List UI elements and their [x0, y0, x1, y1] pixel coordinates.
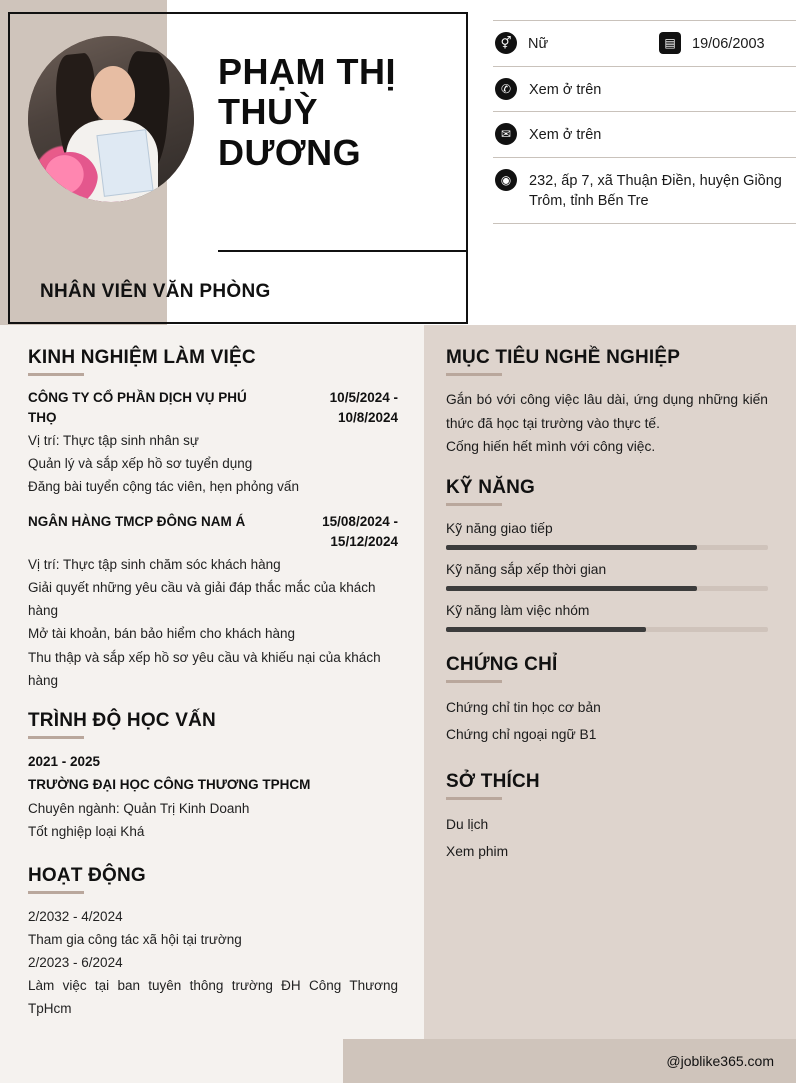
experience-line: Vị trí: Thực tập sinh nhân sự	[28, 432, 199, 448]
experience-line: Giải quyết những yêu cầu và giải đáp thắc mắc của khách hàng	[28, 579, 376, 619]
section-title-hobbies: SỞ THÍCH	[446, 771, 540, 793]
contact-panel	[493, 20, 796, 224]
left-column	[0, 325, 424, 1083]
resume-body	[0, 325, 796, 1083]
contact-row-gender-birthday	[493, 21, 796, 66]
contact-email-value: Xem ở trên	[529, 127, 602, 144]
experience-org: NGÂN HÀNG TMCP ĐÔNG NAM Á	[28, 514, 246, 530]
section-title-objective: MỤC TIÊU NGHỀ NGHIỆP	[446, 347, 681, 368]
name-divider	[218, 250, 468, 252]
certificate-item: Chứng chỉ ngoại ngữ B1	[446, 727, 597, 743]
skill-label: Kỹ năng làm việc nhóm	[446, 603, 590, 619]
email-icon: ✉	[495, 123, 517, 145]
skill-bar-fill	[446, 545, 697, 550]
section-title-education: TRÌNH ĐỘ HỌC VẤN	[28, 709, 216, 731]
skill-label: Kỹ năng sắp xếp thời gian	[446, 562, 607, 578]
contact-address-value: 232, ấp 7, xã Thuận Điền, huyện Giồng Trôm, tỉnh Bến Tre	[529, 172, 782, 210]
experience-org: CÔNG TY CỔ PHẦN DỊCH VỤ PHÚ THỌ	[28, 390, 247, 426]
section-title-activities: HOẠT ĐỘNG	[28, 865, 146, 887]
contact-row-email	[493, 112, 796, 157]
job-title: NHÂN VIÊN VĂN PHÒNG	[40, 281, 271, 302]
skill-bar	[446, 627, 768, 632]
phone-icon: ✆	[495, 78, 517, 100]
experience-header	[28, 388, 398, 429]
objective-line: Cống hiến hết mình với công việc.	[446, 439, 656, 455]
calendar-icon: ▤	[659, 32, 681, 54]
contact-birthday	[659, 32, 765, 55]
photo-flower	[42, 152, 98, 202]
right-column	[424, 325, 796, 1083]
activity-date: 2/2032 - 4/2024	[28, 909, 123, 925]
section-underline	[446, 797, 502, 800]
skill-bar	[446, 545, 768, 550]
experience-date-dash: -	[393, 390, 398, 405]
contact-gender-value: Nữ	[528, 36, 549, 52]
skill-bar-fill	[446, 586, 697, 591]
watermark-text: @joblike365.com	[666, 1053, 774, 1069]
skill-item	[446, 600, 768, 632]
hobby-item: Xem phim	[446, 844, 509, 860]
section-underline	[28, 891, 84, 894]
avatar-photo	[28, 36, 194, 202]
contact-row-phone	[493, 67, 796, 112]
skill-item	[446, 518, 768, 550]
activity-item	[28, 906, 398, 952]
section-title-certificates: CHỨNG CHỈ	[446, 654, 558, 676]
skill-bar-fill	[446, 627, 646, 632]
education-years: 2021 - 2025	[28, 753, 101, 769]
section-title-skills: KỸ NĂNG	[446, 477, 536, 499]
education-item	[28, 751, 398, 843]
gender-icon: ⚥	[495, 32, 517, 54]
photo-face	[91, 66, 135, 122]
skill-item	[446, 559, 768, 591]
activity-item	[28, 952, 398, 1021]
page-title: PHẠM THỊ THUỲ DƯƠNG	[218, 51, 396, 173]
experience-date-from: 10/5/2024	[329, 390, 390, 405]
experience-line: Đăng bài tuyển cộng tác viên, hẹn phỏng vấn	[28, 478, 299, 494]
experience-date-from: 15/08/2024	[322, 514, 390, 530]
footer-watermark-bar	[343, 1039, 796, 1083]
experience-date-to: 10/8/2024	[337, 410, 398, 426]
experience-item	[28, 512, 398, 692]
section-underline	[446, 503, 502, 506]
education-result: Tốt nghiệp loại Khá	[28, 824, 145, 840]
experience-line: Quản lý và sắp xếp hồ sơ tuyển dụng	[28, 455, 253, 471]
section-underline	[28, 373, 84, 376]
activity-text: Tham gia công tác xã hội tại trường	[28, 932, 242, 948]
resume-header	[0, 0, 796, 325]
section-title-experience: KINH NGHIỆM LÀM VIỆC	[28, 347, 256, 368]
location-icon: ◉	[495, 169, 517, 191]
education-major: Chuyên ngành: Quản Trị Kinh Doanh	[28, 800, 250, 816]
skill-bar	[446, 586, 768, 591]
education-school: TRƯỜNG ĐẠI HỌC CÔNG THƯƠNG TPHCM	[28, 776, 311, 792]
contact-row-address	[493, 158, 796, 223]
avatar	[28, 36, 194, 202]
objective-line: Gắn bó với công việc lâu dài, ứng dụng những kiến thức đã học tại trường vào thực tế.	[446, 392, 768, 431]
experience-item	[28, 388, 398, 498]
activity-text: Làm việc tại ban tuyên thông trường ĐH Công Thương TpHcm	[28, 978, 398, 1017]
contact-divider	[493, 223, 796, 224]
experience-date	[282, 512, 398, 553]
photo-document	[96, 129, 153, 197]
experience-line: Mở tài khoản, bán bảo hiểm cho khách hàng	[28, 626, 296, 642]
experience-date-dash: -	[393, 514, 398, 530]
skill-label: Kỹ năng giao tiếp	[446, 521, 553, 537]
section-underline	[446, 373, 502, 376]
activity-date: 2/2023 - 6/2024	[28, 955, 123, 971]
contact-phone-value: Xem ở trên	[529, 81, 602, 98]
certificate-item: Chứng chỉ tin học cơ bản	[446, 700, 601, 716]
section-underline	[446, 680, 502, 683]
experience-date-to: 15/12/2024	[330, 534, 398, 550]
contact-gender	[495, 32, 647, 55]
experience-date	[282, 388, 398, 429]
section-underline	[28, 736, 84, 739]
experience-header	[28, 512, 398, 553]
experience-line: Vị trí: Thực tập sinh chăm sóc khách hàng	[28, 556, 281, 572]
contact-birthday-value: 19/06/2003	[692, 36, 765, 52]
experience-line: Thu thập và sắp xếp hồ sơ yêu cầu và khiếu nại của khách hàng	[28, 649, 381, 688]
hobby-item: Du lịch	[446, 817, 489, 833]
